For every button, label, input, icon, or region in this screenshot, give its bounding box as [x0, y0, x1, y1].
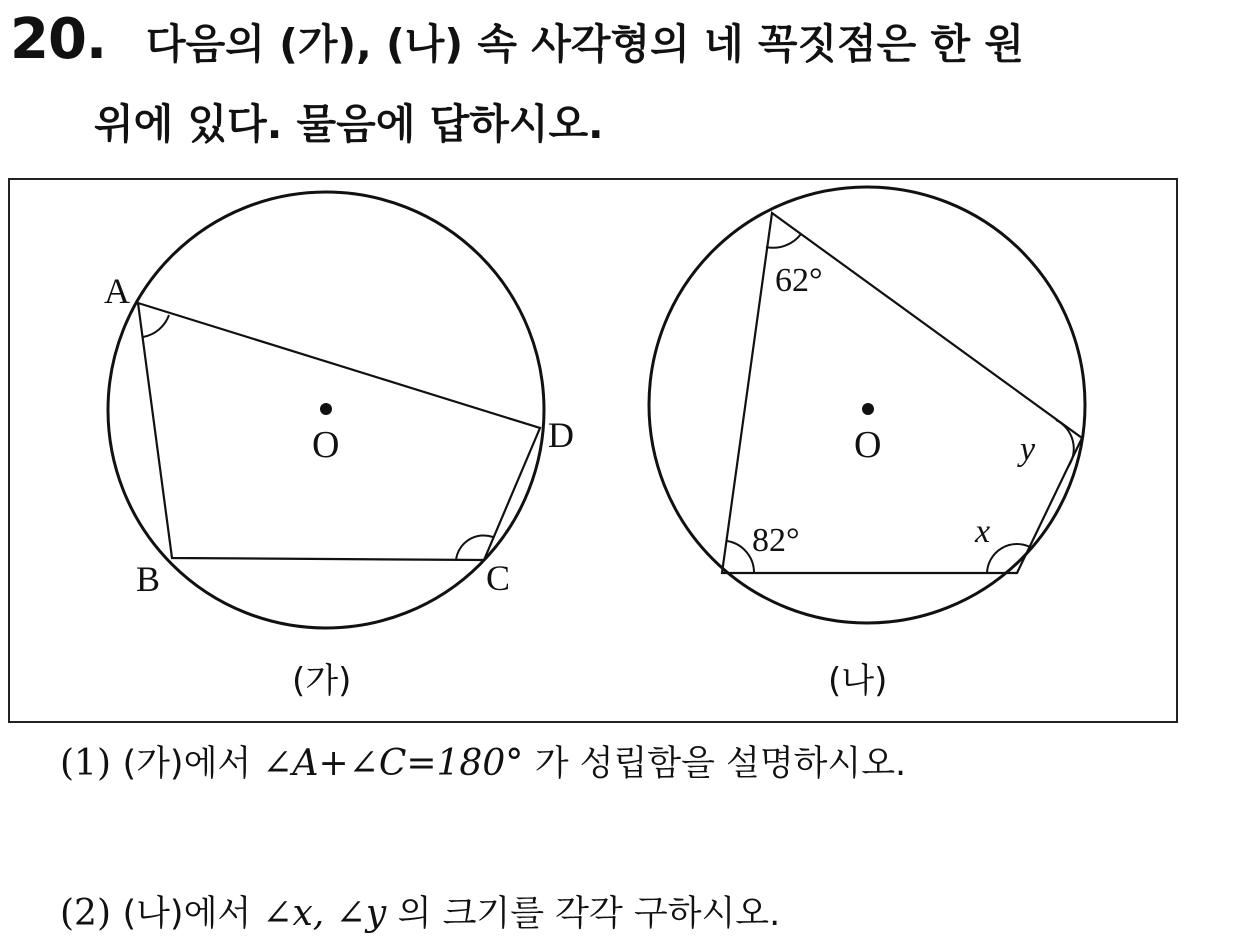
question-1-suffix: 가 성립함을 설명하시오.: [534, 744, 907, 784]
question-1-number: (1): [60, 743, 111, 784]
right-angle-label-bottom-left: 82°: [752, 522, 800, 559]
question-1: [60, 738, 906, 790]
question-2-suffix: 의 크기를 각각 구하시오.: [397, 894, 781, 934]
problem-stem-line-2: 위에 있다. 물음에 답하시오.: [94, 100, 604, 148]
question-1-math: ∠A+∠C=180°: [262, 743, 524, 784]
question-2: [60, 888, 780, 940]
left-vertex-a: A: [104, 271, 130, 311]
left-center-label: O: [312, 424, 340, 466]
left-vertex-d: D: [548, 415, 574, 455]
left-vertex-c: C: [486, 558, 511, 598]
right-angle-arc-top: [766, 234, 801, 248]
right-angle-label-y: y: [1020, 431, 1036, 468]
right-angle-arc-bottom-left: [727, 541, 754, 573]
left-angle-arc-a: [143, 315, 169, 337]
right-angle-label-x: x: [975, 513, 991, 550]
left-vertex-b: B: [136, 559, 161, 599]
question-2-math: ∠x, ∠y: [262, 893, 387, 934]
question-2-prefix: (나)에서: [122, 894, 263, 934]
left-caption: (가): [292, 661, 352, 701]
question-2-number: (2): [60, 893, 111, 934]
right-angle-arc-y: [1056, 420, 1074, 467]
problem-stem-line-1: 다음의 (가), (나) 속 사각형의 네 꼭짓점은 한 원: [146, 20, 1025, 68]
right-angle-label-top: 62°: [775, 262, 823, 299]
question-1-prefix: (가)에서: [122, 744, 263, 784]
right-caption: (나): [828, 661, 888, 701]
left-center-dot: [320, 403, 332, 415]
right-center-dot: [862, 403, 874, 415]
problem-number: 20.: [10, 7, 107, 72]
right-center-label: O: [854, 424, 882, 466]
